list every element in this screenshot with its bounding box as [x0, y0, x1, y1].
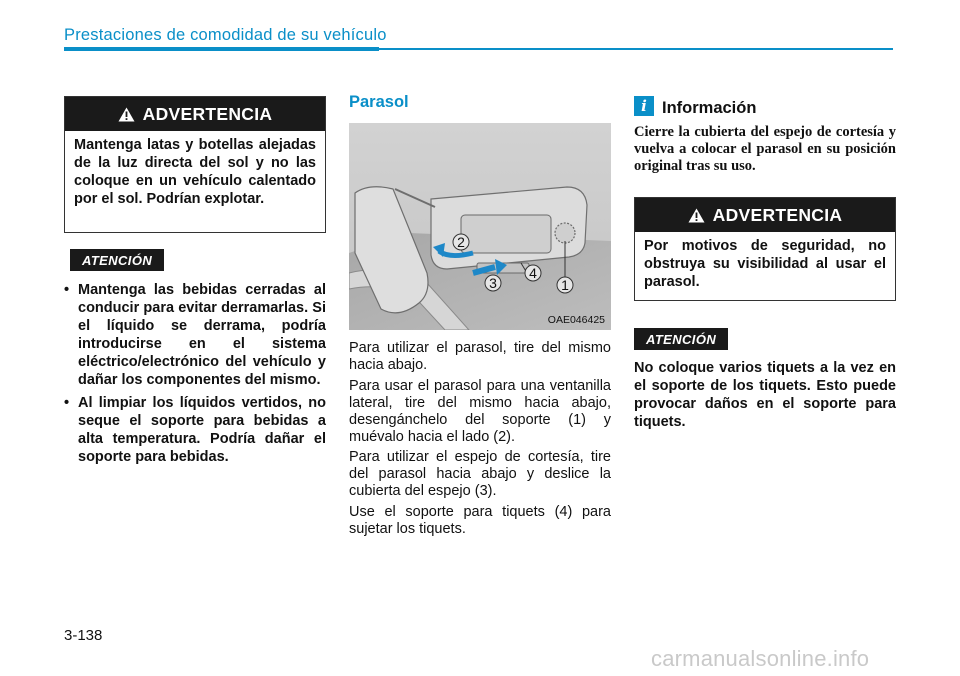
warning-header	[635, 198, 895, 232]
section-title-parasol: Parasol	[349, 93, 409, 111]
warning-title: ADVERTENCIA	[142, 103, 273, 124]
paragraph-1: Para utilizar el parasol, tire del mismo hacia abajo.	[349, 340, 611, 373]
info-icon: i	[634, 96, 654, 116]
warning-triangle-icon	[688, 208, 705, 223]
warning-triangle-icon	[118, 107, 135, 122]
sunvisor-drawing	[349, 123, 611, 330]
paragraph-2: Para usar el parasol para una ventanilla lateral, tire del mismo hacia abajo, desengánchelo del soporte (1) y muévalo hacia el lado (2).	[349, 378, 611, 445]
info-title: Información	[662, 99, 757, 117]
callout-1: 1	[561, 277, 569, 293]
header-rule-thin	[379, 48, 893, 50]
paragraph-4: Use el soporte para tiquets (4) para sujetar los tiquets.	[349, 504, 611, 537]
callout-3: 3	[489, 275, 497, 291]
caution-label: ATENCIÓN	[70, 249, 164, 271]
paragraph-3: Para utilizar el espejo de cortesía, tire del parasol hacia abajo y deslice la cubierta del espejo (3).	[349, 449, 611, 499]
caution-item: • Mantenga las bebidas cerradas al conducir para evitar derramarlas. Si el líquido se derrama, podría introducirse en el sistema eléctrico/electrónico del vehículo y dañar los componentes del mismo.	[64, 281, 326, 389]
caution-item: • Al limpiar los líquidos vertidos, no seque el soporte para bebidas a alta temperatura. Podría dañar el soporte para bebidas.	[64, 394, 326, 466]
figure-code: OAE046425	[547, 314, 605, 326]
warning-text: Por motivos de seguridad, no obstruya su visibilidad al usar el parasol.	[644, 238, 886, 290]
callout-2: 2	[457, 234, 465, 250]
warning-header	[65, 97, 325, 131]
caution-list	[64, 281, 326, 471]
header-rule-thick	[64, 47, 379, 51]
warning-title: ADVERTENCIA	[712, 204, 843, 225]
warning-box-visibility	[634, 197, 896, 301]
caution-text: No coloque varios tiquets a la vez en el soporte de los tiquets. Esto puede provocar daños en el soporte para tiquets.	[634, 360, 896, 430]
warning-box-beverages	[64, 96, 326, 233]
sunvisor-illustration	[349, 123, 611, 330]
caution-label: ATENCIÓN	[634, 328, 728, 350]
warning-text: Mantenga latas y botellas alejadas de la luz directa del sol y no las coloque en un vehículo calentado por el sol. Podrían explotar.	[74, 137, 316, 207]
page-number: 3-138	[64, 627, 103, 644]
page-header-title: Prestaciones de comodidad de su vehículo	[64, 26, 387, 44]
info-text: Cierre la cubierta del espejo de cortesía y vuelva a colocar el parasol en su posición original tras su uso.	[634, 124, 896, 174]
callout-4: 4	[529, 265, 537, 281]
watermark: carmanualsonline.info	[651, 646, 870, 671]
